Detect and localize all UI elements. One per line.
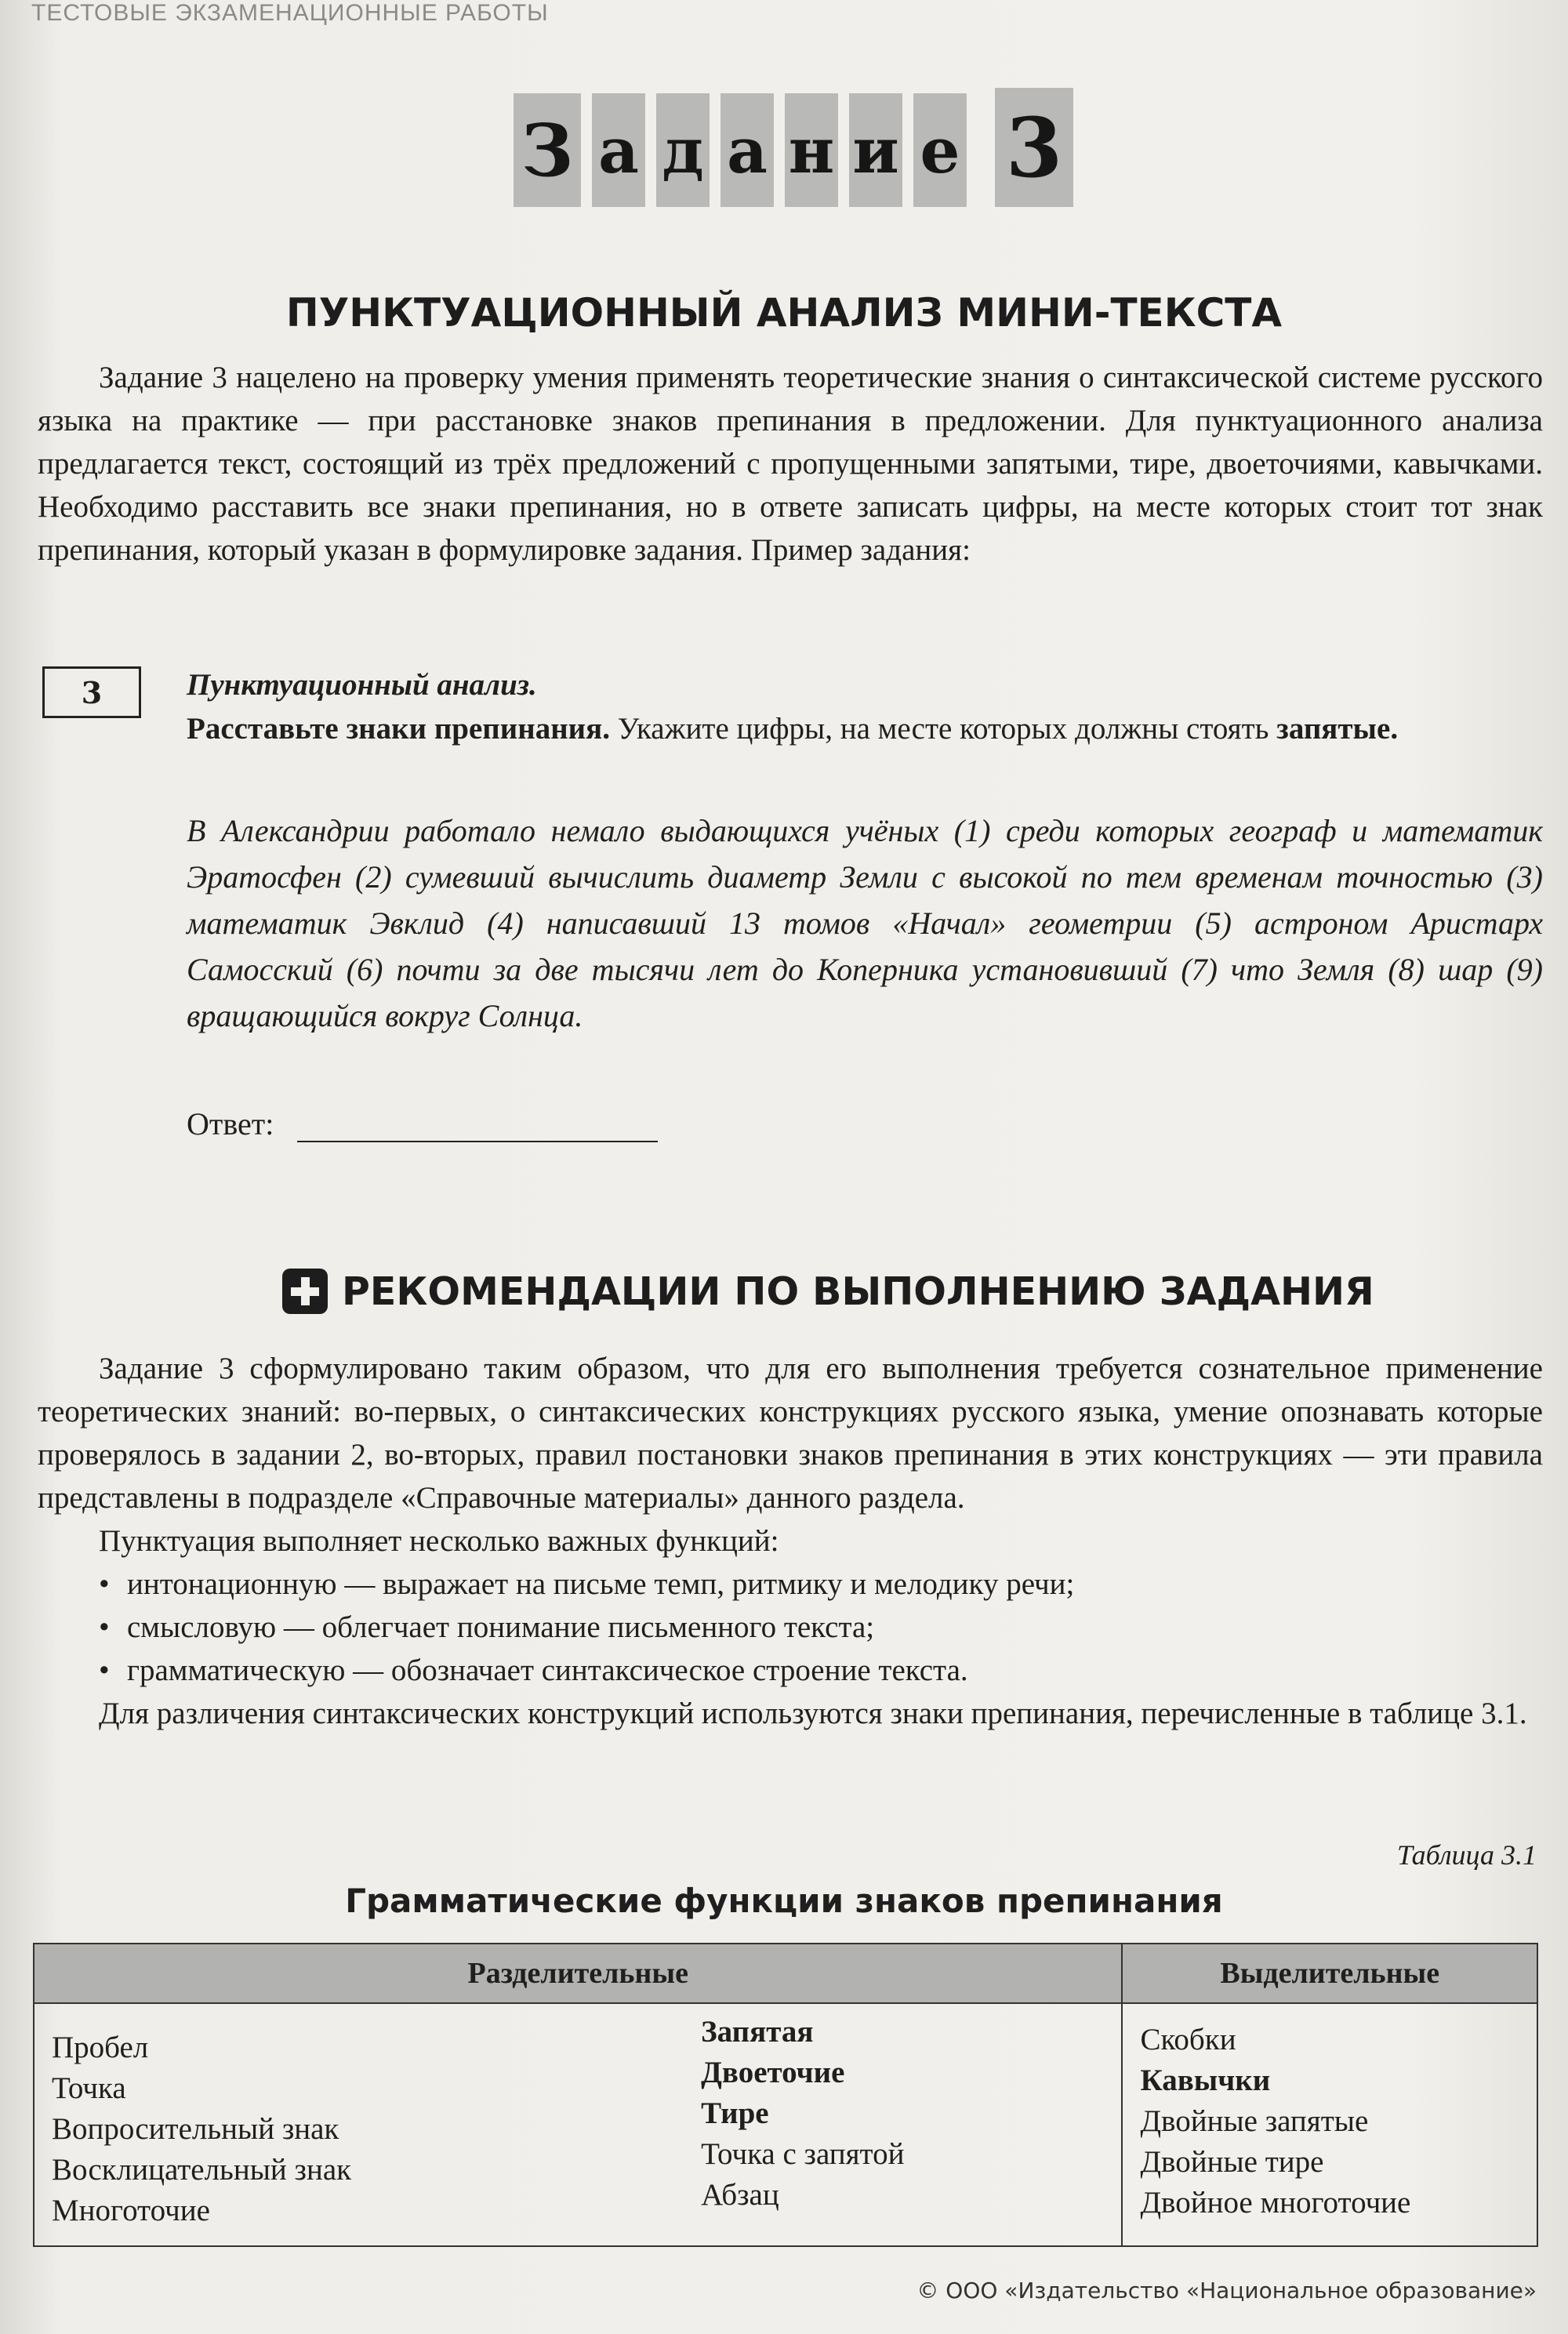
task-instruction (187, 707, 1543, 751)
recommendations-paragraph-1: Задание 3 сформулировано таким образом, что для его выполнения требуется сознательное применение теоретических знаний: во-первых, о синтаксических конструкциях русского языка, умение опознавать которые проверялось в задании 2, во-вторых, правил постановки знаков препинания в этих конструкциях — эти правила представлены в подразделе «Справочные материалы» данного раздела. (38, 1352, 1543, 1515)
recommendations-body (38, 1347, 1543, 1735)
table-caption: Таблица 3.1 (1396, 1839, 1537, 1871)
title-letter: и (849, 93, 902, 207)
task-title-banner (514, 88, 1073, 207)
recommendations-heading-text: РЕКОМЕНДАЦИИ ПО ВЫПОЛНЕНИЮ ЗАДАНИЯ (342, 1269, 1374, 1314)
table-cell-separating-1 (34, 2003, 684, 2246)
table-cell-highlighting (1122, 2003, 1537, 2246)
table-item: Двойные тире (1140, 2145, 1324, 2179)
table-item: Вопросительный знак (52, 2112, 339, 2146)
table-item: Точка с запятой (701, 2137, 905, 2171)
task-text: В Александрии работало немало выдающихся учёных (1) среди которых географ и математик Эратосфен (2) сумевший вычислить диаметр Земли с высокой по тем временам точностью (3) математик Эвклид (4) написавший 13 томов «Начал» геометрии (5) астроном Аристарх Самосский (6) почти за две тысячи лет до Коперника установивший (7) что Земля (8) шар (9) вращающийся вокруг Солнца. (187, 813, 1543, 1033)
recommendations-paragraph-2: Пунктуация выполняет несколько важных функций: (99, 1524, 779, 1558)
title-letter: е (913, 93, 967, 207)
title-letter: З (514, 93, 581, 207)
list-item: • интонационную — выражает на письме темп, ритмику и мелодику речи; (99, 1563, 1543, 1606)
intro-paragraph (38, 356, 1543, 572)
running-header: ТЕСТОВЫЕ ЭКЗАМЕНАЦИОННЫЕ РАБОТЫ (31, 0, 549, 26)
title-letter: а (720, 93, 774, 207)
table-item: Абзац (701, 2178, 779, 2212)
intro-text: Задание 3 нацелено на проверку умения применять теоретические знания о синтаксической системе русского языка на практике — при расстановке знаков препинания в предложении. Для пунктуационного анализа предлагается текст, состоящий из трёх предложений с пропущенными запятыми, тире, двоеточиями, кавычками. Необходимо расставить все знаки препинания, но в ответе записать цифры, на месте которых стоит тот знак препинания, который указан в формулировке задания. Пример задания: (38, 361, 1543, 567)
task-instruction-bold2: запятые. (1276, 712, 1399, 746)
publisher-footer: © ООО «Издательство «Национальное образование» (916, 2278, 1537, 2303)
title-letter: н (785, 93, 838, 207)
functions-list (38, 1563, 1543, 1692)
title-letter: д (656, 93, 710, 207)
list-item: • грамматическую — обозначает синтаксическое строение текста. (99, 1649, 1543, 1692)
task-instruction-rest: Укажите цифры, на месте которых должны стоять (610, 712, 1277, 746)
table-item: Двойное многоточие (1140, 2186, 1411, 2220)
table-item: Запятая (701, 2015, 814, 2049)
table-item: Скобки (1140, 2023, 1236, 2056)
task-block (187, 663, 1543, 751)
table-item: Восклицательный знак (52, 2153, 352, 2187)
table-cell-separating-2 (684, 2003, 1122, 2246)
task-title: Пунктуационный анализ. (187, 668, 537, 702)
answer-line (297, 1113, 658, 1142)
table-item: Многоточие (52, 2194, 210, 2227)
table-header-separating: Разделительные (34, 1944, 1122, 2003)
table-header-highlighting: Выделительные (1122, 1944, 1537, 2003)
recommendations-heading (282, 1269, 1374, 1314)
section-heading-mini-text: ПУНКТУАЦИОННЫЙ АНАЛИЗ МИНИ-ТЕКСТА (285, 290, 1283, 336)
answer-row (187, 1105, 658, 1142)
table-item: Кавычки (1140, 2064, 1271, 2097)
recommendations-paragraph-3: Для различения синтаксических конструкций используются знаки препинания, перечисленные в таблице 3.1. (99, 1697, 1527, 1730)
table-item: Двойные запятые (1140, 2104, 1369, 2138)
table-item: Точка (52, 2071, 126, 2105)
title-letter: а (592, 93, 645, 207)
task-instruction-bold: Расставьте знаки препинания. (187, 712, 611, 746)
table-item: Тире (701, 2096, 769, 2130)
table-title: Грамматические функции знаков препинания (345, 1882, 1223, 1920)
answer-label: Ответ: (187, 1106, 274, 1142)
task-number-box: 3 (42, 666, 141, 718)
table-item: Двоеточие (701, 2056, 845, 2089)
list-item: • смысловую — облегчает понимание письменного текста; (99, 1606, 1543, 1649)
punctuation-table (33, 1943, 1538, 2247)
title-number: 3 (995, 88, 1073, 207)
first-aid-plus-icon (282, 1269, 328, 1314)
table-item: Пробел (52, 2031, 149, 2064)
